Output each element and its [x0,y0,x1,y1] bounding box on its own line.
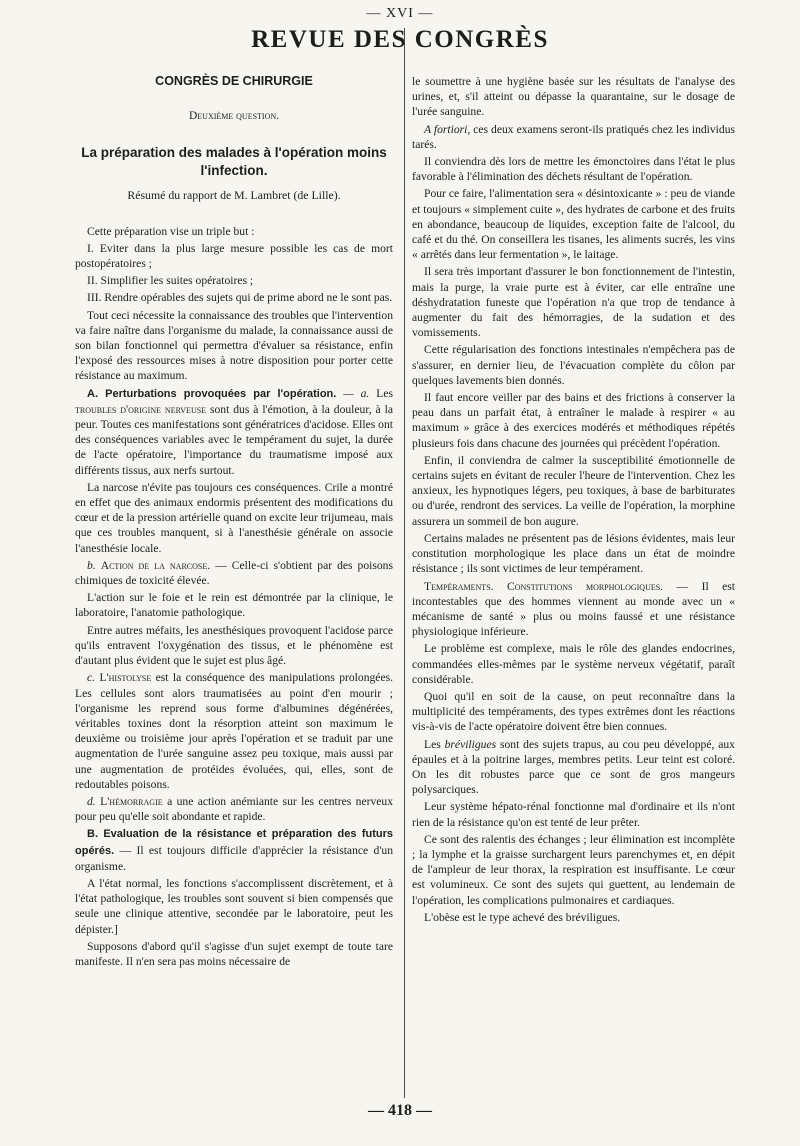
item-label: c. [87,671,96,685]
paragraph: le soumettre à une hygiène basée sur les résultats de l'analyse des urines, et, s'il atteint ou dépasse la quarantaine, sur le dosage de l'urée sanguine. [412,75,735,119]
masthead: REVUE DES CONGRÈS [251,26,549,53]
column-divider [404,28,405,1098]
paragraph: La narcose n'évite pas toujours ces conséquences. Crile a montré en effet que des animaux endormis présentent des modifications du cœur et de la pression artérielle quand on excite leur trijumeau, mais que ces troubles manquent, si à l'anesthésie générale on associe l'anesthésie locale. [75,480,393,555]
paragraph [412,122,735,152]
paragraph: A l'état normal, les fonctions s'accomplissent discrètement, et à l'état pathologique, les troubles sont souvent si bien compensés que seule une clinique attentive, secondée par le laboratoire, peut les dépister.] [75,876,393,936]
paragraph: Il sera très important d'assurer le bon fonctionnement de l'intestin, mais la purge, la vraie purte est à éviter, car elle entraîne une déshydratation funeste que l'opération n'a que trop de tendance à augmenter du fait des hémorragies, de la sudation et des vomissements. [412,265,735,340]
page-number: — 418 — [368,1102,432,1119]
paragraph: Certains malades ne présentent pas de lésions évidentes, mais leur constitution morphologique les place dans un état de moindre résistance ; ils sont victimes de leur tempérament. [412,531,735,576]
paragraph: Ce sont des ralentis des échanges ; leur élimination est incomplète ; la lymphe et la graisse surchargent leurs parenchymes et, en dépit de l'ampleur de leur thorax, la respiration est insuffisante. Le cœur est volumineux. Ce sont des sujets qui guettent, au lendemain de l'opération, les complications pulmonaires et cardiaques. [412,832,735,907]
inline-text: ces deux examens seront-ils pratiqués chez les individus tarés. [412,122,736,151]
subsection-heading: Tempéraments. Constitutions morphologiques. — [424,579,689,593]
subsection-heading: A. Perturbations provoquées par l'opération. [87,387,337,400]
paragraph: Supposons d'abord qu'il s'agisse d'un sujet exempt de toute tare manifeste. Il n'en sera pas moins nécessaire de [75,939,393,968]
subsection-temperaments [412,579,735,640]
inline-text: Les [376,386,393,400]
subsection-d [75,794,393,824]
paragraph: Entre autres méfaits, les anesthésiques provoquent l'acidose parce qu'ils entravent l'oxygénation des tissus, et le phénomène est d'autant plus évident que le sujet est plus âgé. [75,623,393,668]
paragraph: L'action sur le foie et le rein est démontrée par la clinique, le laboratoire, l'anatomie pathologique. [75,591,393,620]
term-troubles: troubles d'origine nerveuse [75,402,207,416]
paragraph: L'obèse est le type achevé des bréviligues. [424,910,621,924]
subsection-b [75,558,393,588]
paragraph: Quoi qu'il en soit de la cause, on peut reconnaître dans la multiplicité des tempéraments, des types extrêmes dont les réactions vis-à-vis de l'acte opératoire doivent être bien connues. [412,689,735,734]
paragraph: Il conviendra dès lors de mettre les émonctoires dans l'état le plus favorable à l'élimination des déchets résultant de l'opération. [412,155,735,184]
aim-item: III. Rendre opérables des sujets qui de prime abord ne le sont pas. [87,291,393,305]
roman-page-number: — XVI — [366,6,434,21]
paragraph: Leur système hépato-rénal fonctionne mal d'ordinaire et ils n'ont rien de la résistance qu'on est tenté de leur prêter. [412,800,735,829]
paragraph: Tout ceci nécessite la connaissance des troubles que l'intervention va faire naître dans l'organisme du malade, la connaissance aussi de son bilan fonctionnel qui permettra d'évaluer sa résistance, enfin l'exposé des ressources mises à notre disposition pour porter cette résistance au maximum. [75,308,393,383]
paragraph [412,737,735,798]
item-label: — a. [343,386,370,400]
subsection-heading: B. Evaluation de la résistance et préparation des futurs opérés. [75,828,393,857]
inline-text: Il est incontestables que des hommes viennent au monde avec un « mécanisme de santé » plus ou moins faussé et une résistance physiologique inférieure. [412,579,735,639]
article-summary: Résumé du rapport de M. Lambret (de Lille). [127,188,341,203]
inline-text: est la conséquence des manipulations prolongées. Les cellules sont alors traumatisées au point d'en mourir ; l'organisme les reprend sous forme d'albumines dégénérées, véritables toxines dont la résorption atteint son maximum le deuxième ou troisième jour après l'opération et se traduit par une augmentation de l'urée sanguine assez peu toxique, mais aussi par une augmentation de protéides évoluées, qui, elles, sont de redoutables poisons. [75,671,393,791]
emphasis: bréviligues [444,737,497,751]
inline-text: Les [424,737,441,751]
subsection-b2 [75,826,393,874]
aim-item: II. Simplifier les suites opératoires ; [87,274,254,288]
emphasis: A fortiori, [424,122,471,136]
paragraph: Pour ce faire, l'alimentation sera « désintoxicante » : peu de viande et toujours « simplement cuite », des hydrates de carbone et des fruits en abondance, beaucoup de liquides, exception faite de l'alcool, du café et du thé. On conseillera les tisanes, les aliments sucrés, les vins « arrêtés dans leur fermentation », le laitage. [412,187,735,262]
inline-text: — Celle-ci s'obtient par des poisons chimiques de toxicité élevée. [75,558,393,588]
question-label: Deuxième question. [188,110,280,123]
item-label: b. [87,558,96,572]
paragraph: Cette régularisation des fonctions intestinales n'empêchera pas de s'assurer, en dernier lieu, de l'évacuation complète du côlon par quelques lavements bien donnés. [412,343,735,387]
term-narcose: Action de la narcose. [100,558,211,572]
section-title: CONGRÈS DE CHIRURGIE [155,74,313,88]
inline-text: a une action anémiante sur les centres nerveux pour peu qu'elle soit abondante et rapide. [75,794,394,824]
left-column [75,74,393,971]
inline-text: sont des sujets trapus, au cou peu développé, aux épaules et à la poitrine larges, membres petits. Leur teint est coloré. On les dit robustes parce que ce sont de gros mangeurs polysarciques. [412,737,735,797]
inline-text: — Il est toujours difficile d'apprécier la résistance d'un organisme. [75,843,393,873]
term-hemorragie: L'hémorragie [100,794,163,808]
paragraph: Il faut encore veiller par des bains et des frictions à conserver la peau dans un parfait état, à entraîner le malade à respirer « au maximum » grâce à des exercices modérés et méthodiques répétés plusieurs fois dans chacune des journées qui précèdent l'opération. [412,391,735,450]
right-column [412,74,735,927]
subsection-c [75,670,393,792]
intro-paragraph: Cette préparation vise un triple but : [87,224,255,238]
paragraph: Enfin, il conviendra de calmer la susceptibilité émotionnelle de certains sujets en évitant de reculer l'heure de l'intervention. Chez les anxieux, les hypnotiques légers, peu toxiques, à base de barbiturates ou d'urée, rendront des services. La veille de l'opération, la morphine assurera un sommeil de bon augure. [412,453,735,528]
item-label: d. [87,794,96,808]
subsection-a [75,386,393,478]
term-histolyse: L'histolyse [99,671,152,685]
article-title: La préparation des malades à l'opération moins l'infection. [81,145,387,179]
inline-text: sont dus à l'émotion, à la douleur, à la peur. Toutes ces manifestations sont génératrices d'acidose. Elles ont des conséquences variables avec le tempérament du sujet, la durée de l'acte opératoire, l'importance du traumatisme imposé aux différents tissus, aux nerfs surtout. [75,402,393,477]
paragraph: Le problème est complexe, mais le rôle des glandes endocrines, commandées elles-mêmes par le système nerveux végétatif, paraît considérable. [412,642,735,686]
aim-item: I. Eviter dans la plus large mesure possible les cas de mort postopératoires ; [75,241,393,271]
